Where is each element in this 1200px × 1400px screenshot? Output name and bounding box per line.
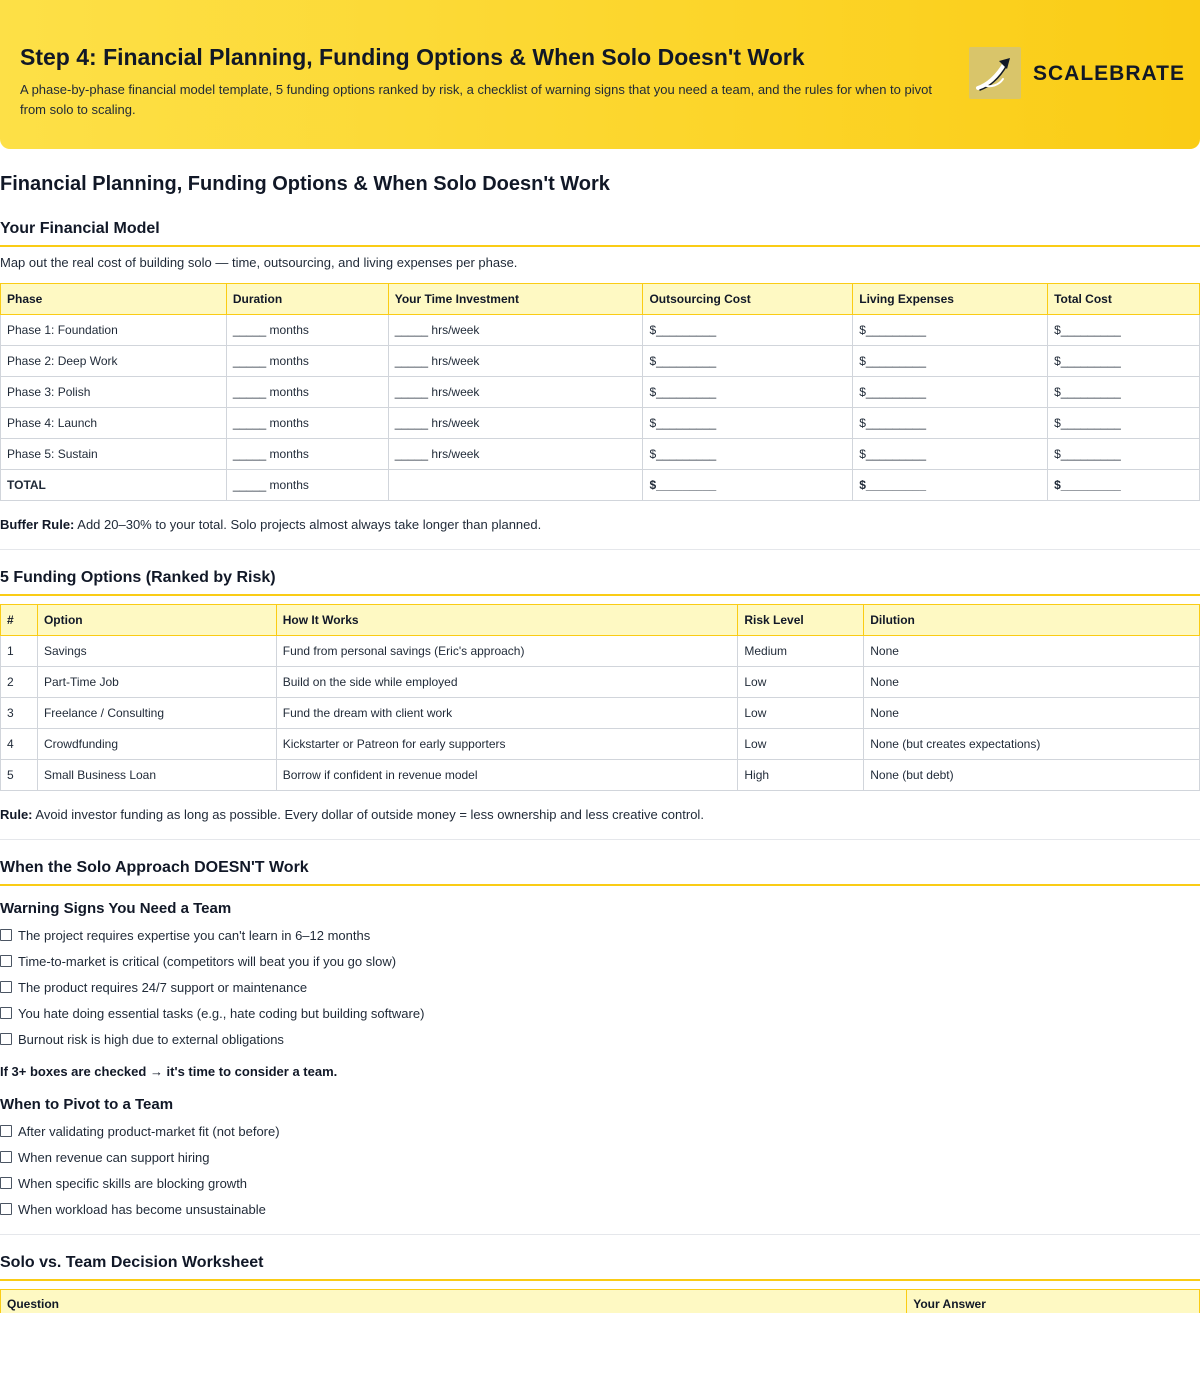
duration-cell: _____ months xyxy=(226,408,388,439)
header-title: Step 4: Financial Planning, Funding Options & When Solo Doesn't Work xyxy=(20,44,805,70)
brand-name: SCALEBRATE xyxy=(1033,62,1185,85)
checklist-item[interactable] xyxy=(0,922,424,948)
column-header: Risk Level xyxy=(738,605,864,636)
duration-cell: _____ months xyxy=(226,439,388,470)
solo-fail-heading: When the Solo Approach DOESN'T Work xyxy=(0,859,1200,886)
checklist-item-label: After validating product-market fit (not before) xyxy=(18,1123,280,1139)
living-cell: $_________ xyxy=(853,346,1048,377)
pivot-list xyxy=(0,1118,280,1222)
outsourcing-cell: $_________ xyxy=(643,377,853,408)
total-cell: $_________ xyxy=(1048,470,1200,501)
funding-rule-label: Rule: xyxy=(0,807,33,822)
duration-cell: _____ months xyxy=(226,470,388,501)
outsourcing-cell: $_________ xyxy=(643,315,853,346)
living-cell: $_________ xyxy=(853,470,1048,501)
column-header: Your Time Investment xyxy=(388,284,643,315)
funding-table xyxy=(0,604,1200,791)
risk-cell: High xyxy=(738,760,864,791)
total-cell: $_________ xyxy=(1048,439,1200,470)
column-header: How It Works xyxy=(276,605,738,636)
total-label-cell: TOTAL xyxy=(1,470,227,501)
risk-cell: Low xyxy=(738,667,864,698)
time-cell: _____ hrs/week xyxy=(388,408,643,439)
phase-cell: Phase 4: Launch xyxy=(1,408,227,439)
option-cell: Small Business Loan xyxy=(37,760,276,791)
funding-rule xyxy=(0,807,704,822)
checklist-item-label: The project requires expertise you can't learn in 6–12 months xyxy=(18,927,371,943)
checkbox[interactable] xyxy=(0,981,12,993)
how-cell: Fund from personal savings (Eric's approach) xyxy=(276,636,738,667)
checkbox[interactable] xyxy=(0,1007,12,1019)
rocket-arrow-icon xyxy=(969,47,1021,99)
risk-cell: Medium xyxy=(738,636,864,667)
checkbox[interactable] xyxy=(0,955,12,967)
checklist-item-label: The product requires 24/7 support or maintenance xyxy=(18,979,308,995)
phase-cell: Phase 3: Polish xyxy=(1,377,227,408)
column-header: Dilution xyxy=(864,605,1200,636)
checkbox[interactable] xyxy=(0,1125,12,1137)
checklist-item-label: When revenue can support hiring xyxy=(18,1149,210,1165)
funding-heading: 5 Funding Options (Ranked by Risk) xyxy=(0,569,1200,596)
dilution-cell: None xyxy=(864,667,1200,698)
total-row xyxy=(1,470,1200,501)
checklist-item-label: When specific skills are blocking growth xyxy=(18,1175,248,1191)
living-cell: $_________ xyxy=(853,408,1048,439)
divider xyxy=(0,549,1200,550)
column-header: Question xyxy=(1,1290,907,1314)
column-header: Living Expenses xyxy=(853,284,1048,315)
checklist-item[interactable] xyxy=(0,1026,424,1052)
option-cell: Part-Time Job xyxy=(37,667,276,698)
table-row xyxy=(1,729,1200,760)
buffer-rule-text: Add 20–30% to your total. Solo projects almost always take longer than planned. xyxy=(74,517,542,532)
phase-cell: Phase 5: Sustain xyxy=(1,439,227,470)
dilution-cell: None (but debt) xyxy=(864,760,1200,791)
dilution-cell: None xyxy=(864,636,1200,667)
option-cell: Savings xyxy=(37,636,276,667)
checklist-item[interactable] xyxy=(0,1170,280,1196)
duration-cell: _____ months xyxy=(226,346,388,377)
checkbox[interactable] xyxy=(0,1203,12,1215)
checklist-item-label: When workload has become unsustainable xyxy=(18,1201,266,1217)
living-cell: $_________ xyxy=(853,439,1048,470)
page-title: Financial Planning, Funding Options & When Solo Doesn't Work xyxy=(0,173,610,195)
financial-model-table xyxy=(0,283,1200,501)
duration-cell: _____ months xyxy=(226,377,388,408)
how-cell: Kickstarter or Patreon for early supporters xyxy=(276,729,738,760)
checklist-item[interactable] xyxy=(0,948,424,974)
rank-cell: 4 xyxy=(1,729,38,760)
total-cell: $_________ xyxy=(1048,377,1200,408)
total-cell: $_________ xyxy=(1048,408,1200,439)
column-header: Your Answer xyxy=(907,1290,1200,1314)
checklist-item-label: Time-to-market is critical (competitors will beat you if you go slow) xyxy=(18,953,397,969)
column-header: Option xyxy=(37,605,276,636)
living-cell: $_________ xyxy=(853,315,1048,346)
worksheet-table-clip xyxy=(0,1289,1200,1313)
dilution-cell: None (but creates expectations) xyxy=(864,729,1200,760)
time-cell: _____ hrs/week xyxy=(388,346,643,377)
phase-cell: Phase 1: Foundation xyxy=(1,315,227,346)
outsourcing-cell: $_________ xyxy=(643,439,853,470)
rank-cell: 5 xyxy=(1,760,38,791)
checklist-item-label: Burnout risk is high due to external obligations xyxy=(18,1031,284,1047)
table-row xyxy=(1,698,1200,729)
financial-model-description: Map out the real cost of building solo — time, outsourcing, and living expenses per phase. xyxy=(0,255,518,270)
how-cell: Build on the side while employed xyxy=(276,667,738,698)
how-cell: Borrow if confident in revenue model xyxy=(276,760,738,791)
funding-rule-text: Avoid investor funding as long as possible. Every dollar of outside money = less ownership and less creative control. xyxy=(32,807,704,822)
table-row xyxy=(1,315,1200,346)
table-row xyxy=(1,408,1200,439)
checklist-item[interactable] xyxy=(0,1118,280,1144)
time-cell xyxy=(388,470,643,501)
table-row xyxy=(1,439,1200,470)
column-header: # xyxy=(1,605,38,636)
time-cell: _____ hrs/week xyxy=(388,377,643,408)
table-row xyxy=(1,636,1200,667)
risk-cell: Low xyxy=(738,698,864,729)
column-header: Total Cost xyxy=(1048,284,1200,315)
checklist-item[interactable] xyxy=(0,1196,280,1222)
column-header: Outsourcing Cost xyxy=(643,284,853,315)
risk-cell: Low xyxy=(738,729,864,760)
divider xyxy=(0,839,1200,840)
time-cell: _____ hrs/week xyxy=(388,439,643,470)
column-header: Duration xyxy=(226,284,388,315)
total-cell: $_________ xyxy=(1048,315,1200,346)
option-cell: Freelance / Consulting xyxy=(37,698,276,729)
rank-cell: 2 xyxy=(1,667,38,698)
buffer-rule-label: Buffer Rule: xyxy=(0,517,75,532)
total-cell: $_________ xyxy=(1048,346,1200,377)
warning-signs-list xyxy=(0,922,424,1052)
header-banner xyxy=(0,0,1200,149)
table-header-row xyxy=(1,284,1200,315)
table-row xyxy=(1,760,1200,791)
outsourcing-cell: $_________ xyxy=(643,408,853,439)
rank-cell: 1 xyxy=(1,636,38,667)
phase-cell: Phase 2: Deep Work xyxy=(1,346,227,377)
table-row xyxy=(1,377,1200,408)
checkbox[interactable] xyxy=(0,1151,12,1163)
how-cell: Fund the dream with client work xyxy=(276,698,738,729)
checklist-item[interactable] xyxy=(0,1000,424,1026)
worksheet-heading: Solo vs. Team Decision Worksheet xyxy=(0,1254,1200,1281)
checkbox[interactable] xyxy=(0,929,12,941)
dilution-cell: None xyxy=(864,698,1200,729)
rank-cell: 3 xyxy=(1,698,38,729)
checkbox[interactable] xyxy=(0,1033,12,1045)
table-header-row xyxy=(1,1290,1200,1314)
pivot-heading: When to Pivot to a Team xyxy=(0,1096,174,1113)
checklist-item-label: You hate doing essential tasks (e.g., hate coding but building software) xyxy=(18,1005,425,1021)
option-cell: Crowdfunding xyxy=(37,729,276,760)
warning-conclusion: If 3+ boxes are checked → it's time to consider a team. xyxy=(0,1064,338,1079)
header-subtitle: A phase-by-phase financial model template, 5 funding options ranked by risk, a checklist of warning signs that you need a team, and the rules for when to pivot from solo to scaling. xyxy=(20,82,932,117)
divider xyxy=(0,1234,1200,1235)
outsourcing-cell: $_________ xyxy=(643,470,853,501)
worksheet-table xyxy=(0,1289,1200,1313)
financial-model-heading: Your Financial Model xyxy=(0,220,1200,247)
column-header: Phase xyxy=(1,284,227,315)
time-cell: _____ hrs/week xyxy=(388,315,643,346)
table-row xyxy=(1,667,1200,698)
table-row xyxy=(1,346,1200,377)
outsourcing-cell: $_________ xyxy=(643,346,853,377)
checkbox[interactable] xyxy=(0,1177,12,1189)
checklist-item[interactable] xyxy=(0,1144,280,1170)
warning-signs-heading: Warning Signs You Need a Team xyxy=(0,900,232,917)
living-cell: $_________ xyxy=(853,377,1048,408)
duration-cell: _____ months xyxy=(226,315,388,346)
table-header-row xyxy=(1,605,1200,636)
checklist-item[interactable] xyxy=(0,974,424,1000)
buffer-rule xyxy=(0,517,541,532)
